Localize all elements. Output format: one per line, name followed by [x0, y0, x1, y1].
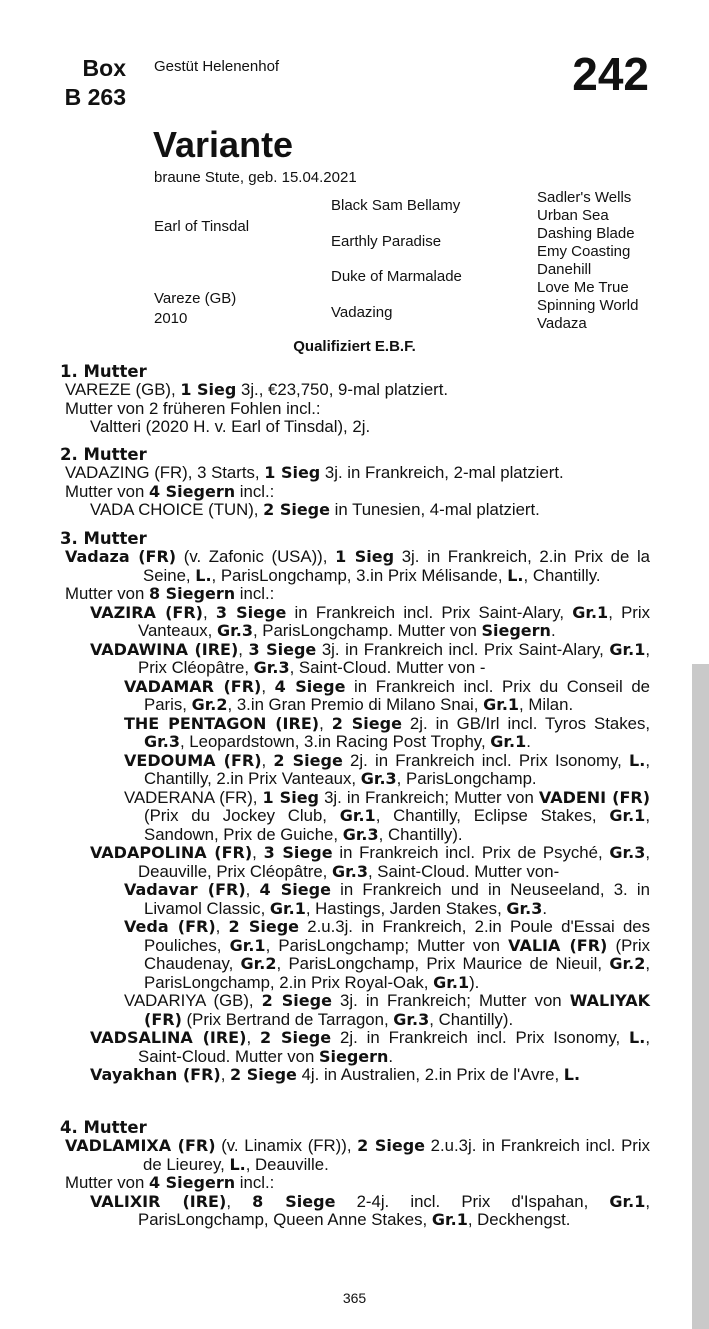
pedigree-sire-dam: Earthly Paradise	[331, 233, 442, 250]
pedigree-dam-sire: Duke of Marmalade	[331, 268, 462, 285]
pedigree-g3-4: Emy Coasting	[537, 243, 631, 260]
horse-description: braune Stute, geb. 15.04.2021	[154, 169, 357, 186]
section-title: 4. Mutter	[60, 1118, 147, 1137]
dam-record: Vadaza (FR) (v. Zafonic (USA)), 1 Sieg 3j. in Frankreich, 2.in Prix de la Seine, L., ParisLongchamp, 3.in Prix Mélisande, L., Chantilly.	[65, 547, 651, 585]
produce-item: VAZIRA (FR), 3 Siege in Frankreich incl. Prix Saint-Alary, Gr.1, Prix Vanteaux, Gr.3, ParisLongchamp. Mutter von Siegern.	[90, 602, 650, 640]
produce-item: Vadavar (FR), 4 Siege in Frankreich und in Neuseeland, 3. in Livamol Classic, Gr.1, Hastings, Jarden Stakes, Gr.3.	[124, 880, 650, 918]
box-number: B 263	[64, 84, 126, 110]
produce-item: VEDOUMA (FR), 2 Siege 2j. in Frankreich incl. Prix Isonomy, L., Chantilly, 2.in Prix Vanteaux, Gr.3, ParisLongchamp.	[124, 750, 650, 788]
section-third-dam	[60, 529, 650, 1085]
pedigree-g3-2: Urban Sea	[537, 207, 609, 224]
horse-name: Variante	[153, 124, 294, 165]
pedigree-sire: Earl of Tinsdal	[154, 218, 250, 235]
section-fourth-dam	[60, 1118, 650, 1230]
pedigree-g3-3: Dashing Blade	[537, 225, 635, 242]
produce-intro: Mutter von 4 Siegern incl.:	[65, 1173, 275, 1192]
pedigree-g3-6: Love Me True	[537, 279, 629, 296]
produce-item: Valtteri (2020 H. v. Earl of Tinsdal), 2j.	[90, 417, 371, 436]
pedigree-dam-year: 2010	[154, 310, 188, 327]
pedigree-sire-sire: Black Sam Bellamy	[331, 197, 461, 214]
dam-record: VADAZING (FR), 3 Starts, 1 Sieg 3j. in Frankreich, 2-mal platziert.	[65, 463, 564, 482]
scrollbar[interactable]	[692, 664, 709, 1329]
pedigree-g3-7: Spinning World	[537, 297, 639, 314]
produce-item: Vayakhan (FR), 2 Siege 4j. in Australien, 2.in Prix de l'Avre, L.	[90, 1065, 581, 1084]
produce-intro: Mutter von 2 früheren Fohlen incl.:	[65, 398, 321, 418]
pedigree-g3-5: Danehill	[537, 261, 592, 278]
box-label-text: Box	[82, 55, 126, 81]
page-number: 365	[342, 1290, 367, 1306]
produce-item: Veda (FR), 2 Siege 2.u.3j. in Frankreich, 2.in Poule d'Essai des Pouliches, Gr.1, ParisLongchamp; Mutter von VALIA (FR) (Prix Chaudenay, Gr.2, ParisLongchamp, Prix Maurice de Nieuil, Gr.2, ParisLongchamp, 2.in Prix Royal-Oak, Gr.1).	[124, 917, 650, 992]
qualification: Qualifiziert E.B.F.	[293, 338, 416, 355]
pedigree-g3	[537, 189, 638, 333]
dam-record: VADLAMIXA (FR) (v. Linamix (FR)), 2 Siege 2.u.3j. in Frankreich incl. Prix de Lieurey, L., Deauville.	[65, 1136, 651, 1174]
produce-item: VALIXIR (IRE), 8 Siege 2-4j. incl. Prix d'Ispahan, Gr.1, ParisLongchamp, Queen Anne Stakes, Gr.1, Deckhengst.	[90, 1191, 651, 1229]
produce-item: VADAMAR (FR), 4 Siege in Frankreich incl. Prix du Conseil de Paris, Gr.2, 3.in Gran Premio di Milano Snai, Gr.1, Milan.	[124, 676, 650, 714]
box-label	[60, 54, 126, 112]
section-first-dam	[60, 362, 650, 437]
breeder-name: Gestüt Helenenhof	[154, 58, 280, 75]
section-second-dam	[60, 445, 650, 520]
dam-record: VAREZE (GB), 1 Sieg 3j., €23,750, 9-mal platziert.	[65, 380, 449, 399]
section-title: 1. Mutter	[60, 362, 147, 381]
produce-item: VADSALINA (IRE), 2 Siege 2j. in Frankreich incl. Prix Isonomy, L., Saint-Cloud. Mutter von Siegern.	[90, 1028, 650, 1066]
produce-item: VADARIYA (GB), 2 Siege 3j. in Frankreich; Mutter von WALIYAK (FR) (Prix Bertrand de Tarragon, Gr.3, Chantilly).	[124, 991, 650, 1029]
produce-item: VADAWINA (IRE), 3 Siege 3j. in Frankreich incl. Prix Saint-Alary, Gr.1, Prix Cléopâtre, Gr.3, Saint-Cloud. Mutter von -	[90, 639, 651, 677]
produce-item: THE PENTAGON (IRE), 2 Siege 2j. in GB/Irl incl. Tyros Stakes, Gr.3, Leopardstown, 3.in Racing Post Trophy, Gr.1.	[124, 713, 651, 751]
produce-item: VADA CHOICE (TUN), 2 Siege in Tunesien, 4-mal platziert.	[90, 500, 540, 519]
lot-number: 242	[572, 48, 649, 100]
pedigree-g3-1: Sadler's Wells	[537, 189, 632, 206]
produce-item: VADAPOLINA (FR), 3 Siege in Frankreich incl. Prix de Psyché, Gr.3, Deauville, Prix Cléopâtre, Gr.3, Saint-Cloud. Mutter von-	[90, 843, 651, 881]
produce-intro: Mutter von 4 Siegern incl.:	[65, 481, 275, 501]
pedigree-dam: Vareze (GB)	[154, 290, 237, 307]
pedigree-dam-dam: Vadazing	[331, 304, 393, 321]
section-title: 3. Mutter	[60, 529, 147, 548]
pedigree-g3-8: Vadaza	[537, 315, 587, 332]
section-title: 2. Mutter	[60, 445, 147, 464]
produce-item: VADERANA (FR), 1 Sieg 3j. in Frankreich; Mutter von VADENI (FR) (Prix du Jockey Club, Gr.1, Chantilly, Eclipse Stakes, Gr.1, Sandown, Prix de Guiche, Gr.3, Chantilly).	[124, 787, 650, 844]
produce-intro: Mutter von 8 Siegern incl.:	[65, 584, 275, 603]
